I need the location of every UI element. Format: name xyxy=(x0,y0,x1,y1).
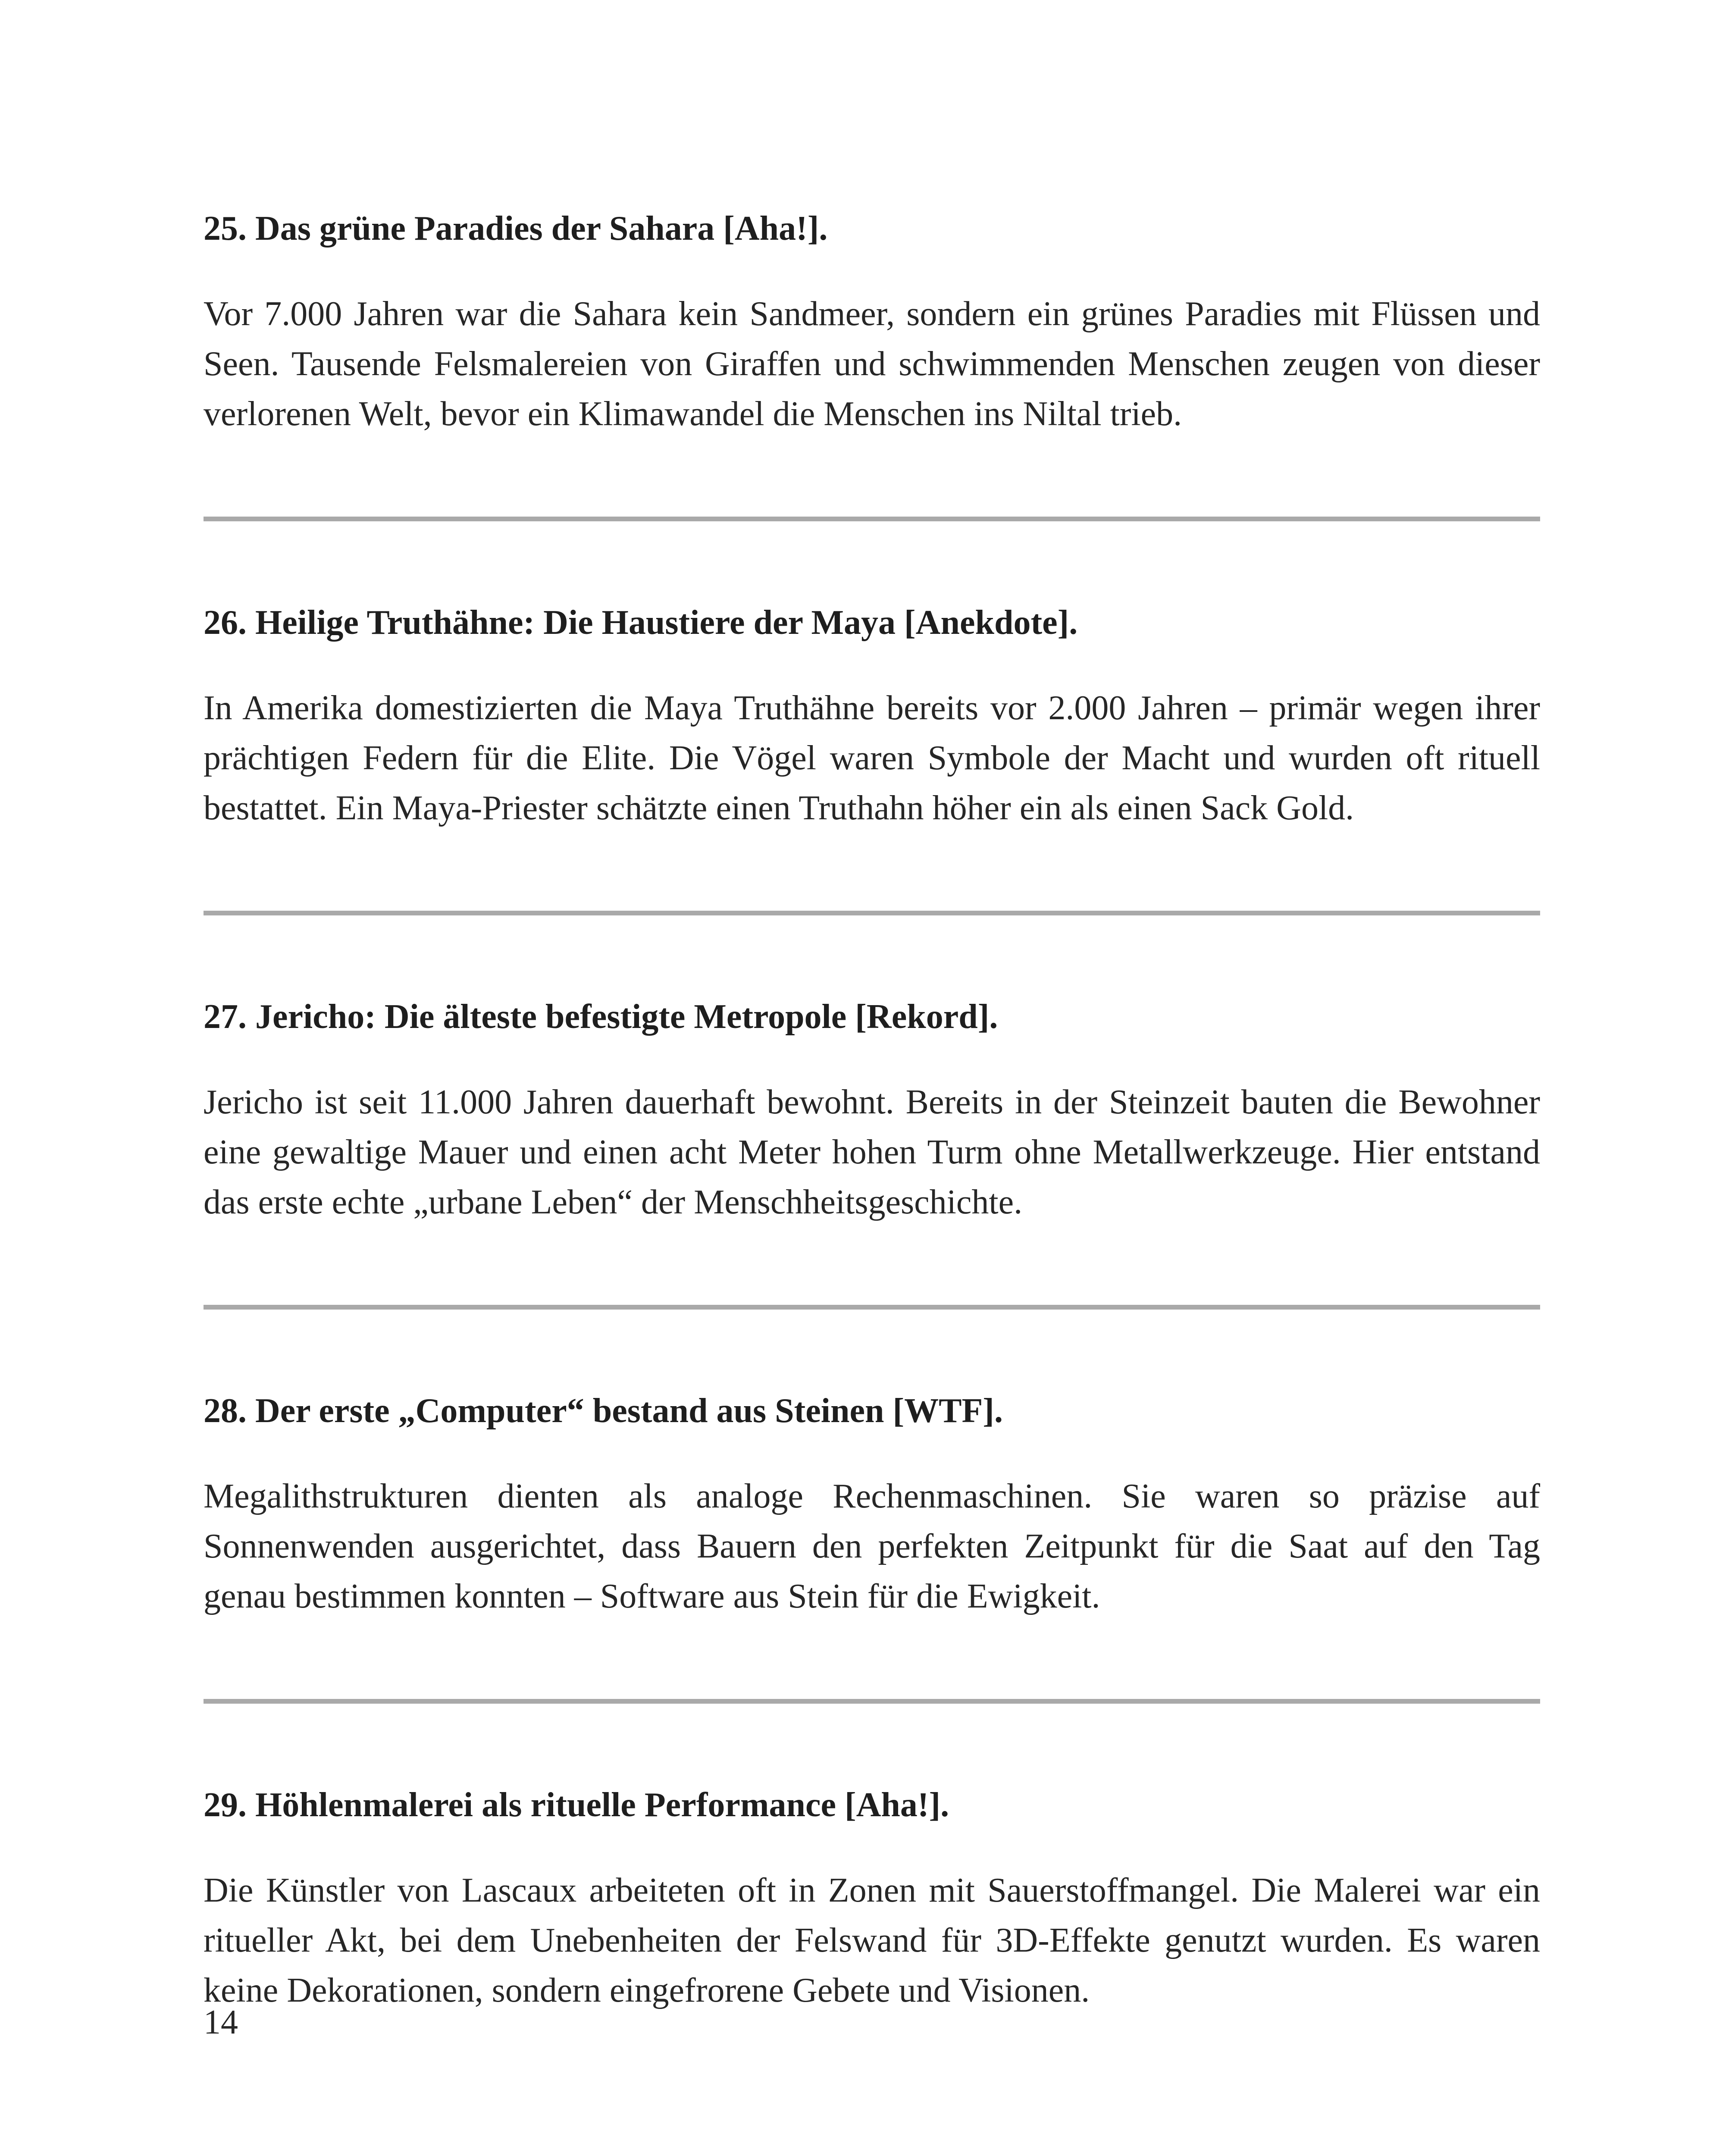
section-divider xyxy=(204,517,1540,521)
entry-title: 29. Höhlenmalerei als rituelle Performance [Aha!]. xyxy=(204,1786,949,1824)
entry-body: In Amerika domestizierten die Maya Truthähne bereits vor 2.000 Jahren – primär wegen ihrer prächtigen Federn für die Elite. Die Vögel waren Symbole der Macht und wurden oft rituell bestattet. Ein Maya-Priester schätzte einen Truthahn höher ein als einen Sack Gold. xyxy=(204,689,1540,827)
section-divider xyxy=(204,1305,1540,1310)
entry-title: 28. Der erste „Computer“ bestand aus Steinen [WTF]. xyxy=(204,1392,1003,1430)
entry-body: Vor 7.000 Jahren war die Sahara kein Sandmeer, sondern ein grünes Paradies mit Flüssen und Seen. Tausende Felsmalereien von Giraffen und schwimmenden Menschen zeugen von dieser verlorenen Welt, bevor ein Klimawandel die Menschen ins Niltal trieb. xyxy=(204,295,1540,433)
entry-28 xyxy=(204,1385,1540,1621)
entry-title: 26. Heilige Truthähne: Die Haustiere der Maya [Anekdote]. xyxy=(204,604,1078,642)
section-divider xyxy=(204,1699,1540,1704)
entry-26 xyxy=(204,597,1540,833)
entry-body: Jericho ist seit 11.000 Jahren dauerhaft bewohnt. Bereits in der Steinzeit bauten die Bewohner eine gewaltige Mauer und einen acht Meter hohen Turm ohne Metallwerkzeuge. Hier entstand das erste echte „urbane Leben“ der Menschheitsgeschichte. xyxy=(204,1083,1540,1221)
section-divider xyxy=(204,911,1540,915)
entry-27 xyxy=(204,991,1540,1227)
entry-25 xyxy=(204,203,1540,439)
entry-29 xyxy=(204,1779,1540,2015)
page-content xyxy=(204,203,1540,2015)
entry-title: 27. Jericho: Die älteste befestigte Metropole [Rekord]. xyxy=(204,998,998,1036)
entry-body: Die Künstler von Lascaux arbeiteten oft in Zonen mit Sauerstoffmangel. Die Malerei war ein ritueller Akt, bei dem Unebenheiten der Felswand für 3D-Effekte genutzt wurden. Es waren keine Dekorationen, sondern eingefrorene Gebete und Visionen. xyxy=(204,1871,1540,2009)
entry-body: Megalithstrukturen dienten als analoge Rechenmaschinen. Sie waren so präzise auf Sonnenwenden ausgerichtet, dass Bauern den perfekten Zeitpunkt für die Saat auf den Tag genau bestimmen konnten – Software aus Stein für die Ewigkeit. xyxy=(204,1477,1540,1615)
entry-title: 25. Das grüne Paradies der Sahara [Aha!]. xyxy=(204,210,828,248)
page-number: 14 xyxy=(204,2003,238,2041)
